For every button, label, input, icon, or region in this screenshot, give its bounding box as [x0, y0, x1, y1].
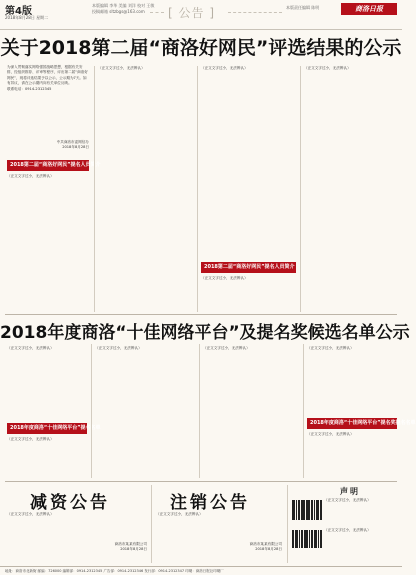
- banner-platform-list: 2018年度商洛“十佳网络平台”提名名单: [7, 423, 87, 434]
- column-divider: [199, 344, 200, 478]
- article-column: （正文文字过小，无法辨认）: [7, 174, 54, 178]
- section-separator: [5, 314, 397, 315]
- article-column: （正文文字过小，无法辨认）: [201, 276, 248, 280]
- cancellation-title: 注销公告: [170, 493, 250, 513]
- cancellation-date: 2018年8月28日: [255, 547, 282, 552]
- article-column: （正文文字过小，无法辨认）: [307, 346, 354, 350]
- banner-netizen-profiles-2: 2018第二届“商洛好网民”提名人员简介: [201, 262, 296, 273]
- notice-date: 2018年8月28日: [62, 145, 89, 149]
- page-number: 第4版: [5, 6, 32, 17]
- article-column: （正文文字过小，无法辨认）: [307, 432, 354, 436]
- column-divider: [91, 344, 92, 478]
- qr-code-icon: [292, 500, 322, 520]
- cancellation-text: （正文文字过小，无法辨认）: [156, 512, 203, 516]
- column-divider: [197, 66, 198, 312]
- declaration-title: 声明: [340, 487, 360, 496]
- banner-netizen-profiles: 2018第二届“商洛好网民”提名人员简介: [7, 160, 89, 171]
- cancellation-signature: [200, 542, 282, 553]
- declaration-text: （正文文字过小，无法辨认）: [324, 528, 371, 532]
- headline-good-netizen: 关于2018第二届“商洛好网民”评选结果的公示: [0, 37, 402, 59]
- capital-reduction-date: 2018年8月28日: [120, 547, 147, 552]
- banner-platform-nominees: 2018年度商洛“十佳网络平台”提名奖提名名单: [307, 418, 397, 429]
- article-column: （正文文字过小，无法辨认）: [201, 66, 248, 70]
- capital-reduction-signature: [70, 542, 147, 553]
- qr-code-icon: [292, 530, 322, 548]
- article-column: （正文文字过小，无法辨认）: [304, 66, 351, 70]
- article-column: （正文文字过小，无法辨认）: [7, 346, 54, 350]
- notice-contact: 联系电话：0914-2312345: [7, 86, 52, 91]
- capital-reduction-signer: 商洛市某某有限公司: [114, 542, 147, 546]
- declaration-text: （正文文字过小，无法辨认）: [324, 498, 371, 502]
- section-divider-right: [228, 12, 282, 13]
- cancellation-signer: 商洛市某某有限公司: [249, 542, 282, 546]
- section-separator: [5, 481, 397, 482]
- notice-signature: [7, 140, 89, 150]
- editor-credits: [92, 3, 154, 15]
- section-title: [ 公告 ]: [168, 6, 216, 20]
- headline-top-platforms: 2018年度商洛“十佳网络平台”及提名奖候选名单公示: [0, 323, 410, 343]
- section-name: 公告: [178, 6, 205, 20]
- column-divider: [94, 66, 95, 312]
- editor-credits-line1: 本版编辑 李华 美编 刘洋 校对 王敏: [92, 3, 155, 8]
- notice-signer: 中共商洛市委网信办: [56, 140, 89, 144]
- column-divider: [303, 344, 304, 478]
- section-divider-left: [150, 12, 164, 13]
- article-column: （正文文字过小，无法辨认）: [98, 66, 145, 70]
- column-divider: [300, 66, 301, 312]
- capital-reduction-text: （正文文字过小，无法辨认）: [7, 512, 54, 516]
- responsible-editor: 本版责任编辑 陈明: [286, 5, 320, 10]
- masthead: [0, 0, 402, 30]
- article-column: （正文文字过小，无法辨认）: [203, 346, 250, 350]
- newspaper-logo: 商洛日报: [341, 3, 397, 15]
- column-divider: [151, 485, 152, 563]
- notice-body: 为深入贯彻落实网络强国战略思想，根据有关安排，经组织推荐、评审等程序，评出第二届“商洛好网民”，现将评选结果予以公示，公示期为7天。如有异议，请在公示期内向有关单位反映。: [7, 65, 88, 86]
- editor-credits-line2: 投稿邮箱 sltzbgs@163.com: [92, 9, 145, 14]
- capital-reduction-title: 减资公告: [30, 493, 110, 513]
- article-column: （正文文字过小，无法辨认）: [7, 437, 54, 441]
- article-column: （正文文字过小，无法辨认）: [95, 346, 142, 350]
- issue-date: 2018年8月28日 星期二: [5, 15, 49, 20]
- page-footer: 地址：商洛市北新街 邮编：726000 编辑部：0914-2312345 广告部：0914-2312346 发行部：0914-2312347 印刷：商洛日报社印刷厂: [0, 566, 402, 575]
- column-divider: [287, 485, 288, 563]
